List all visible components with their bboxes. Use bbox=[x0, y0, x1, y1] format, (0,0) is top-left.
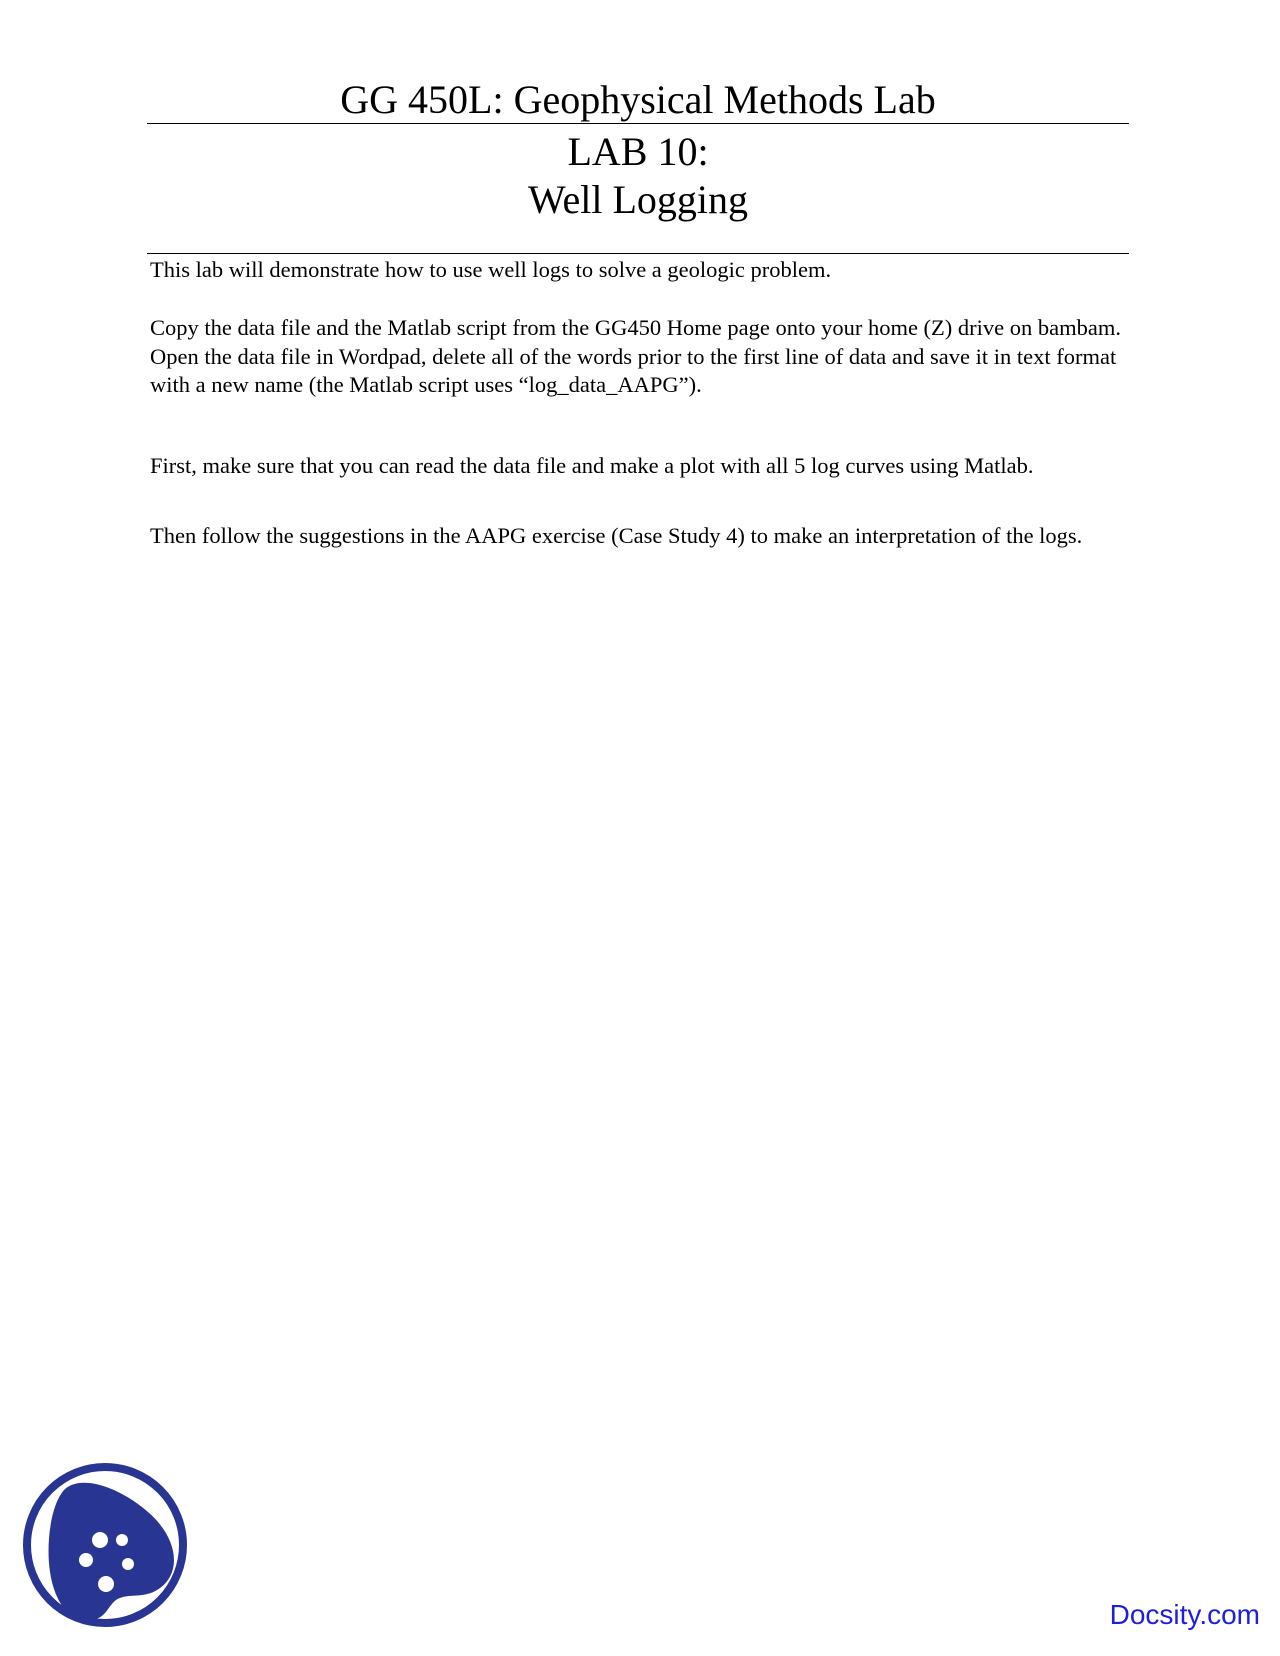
title-divider bbox=[147, 123, 1129, 124]
header-divider bbox=[147, 253, 1129, 254]
docsity-logo-icon[interactable] bbox=[20, 1460, 190, 1630]
instructions-paragraph: Copy the data file and the Matlab script from the GG450 Home page onto your home (Z) drive on bambam. Open the data file in Wordpad, delete all of the words prior to the first line of data and save it in text format with a new name (the Matlab script uses “log_data_AAPG”). bbox=[150, 315, 1121, 397]
lab-title: Well Logging bbox=[527, 177, 749, 222]
lab-number: LAB 10: bbox=[567, 129, 709, 174]
intro-paragraph: This lab will demonstrate how to use well logs to solve a geologic problem. bbox=[150, 257, 832, 282]
course-title: GG 450L: Geophysical Methods Lab bbox=[340, 77, 936, 122]
plot-paragraph: First, make sure that you can read the data file and make a plot with all 5 log curves using Matlab. bbox=[150, 453, 1034, 478]
docsity-brand-link[interactable]: Docsity.com bbox=[1109, 1599, 1260, 1630]
interpretation-paragraph: Then follow the suggestions in the AAPG exercise (Case Study 4) to make an interpretation of the logs. bbox=[150, 523, 1083, 548]
